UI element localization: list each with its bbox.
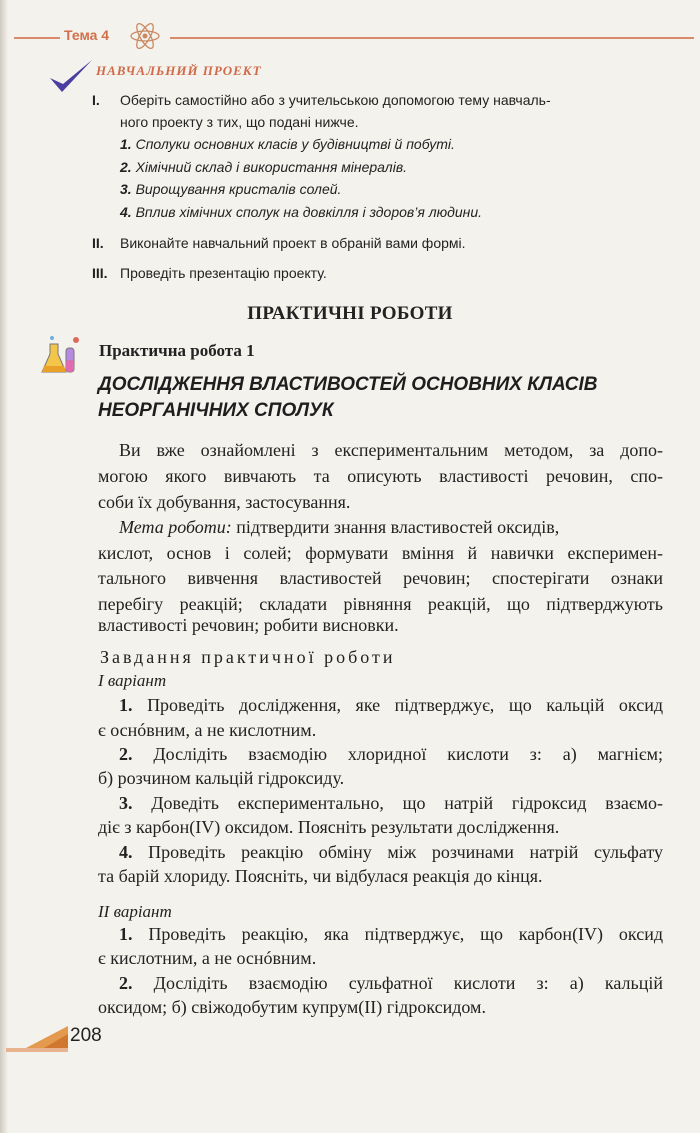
atom-icon	[128, 22, 162, 50]
task-line-continued: оксидом; б) свіжодобутим купрум(II) гідроксидом.	[98, 997, 486, 1017]
goal-first-text: підтвердити знання властивостей оксидів,	[231, 517, 560, 537]
task-line-continued: та барій хлориду. Поясніть, чи відбулася реакція до кінця.	[98, 866, 543, 886]
theme-label: Тема 4	[64, 27, 110, 43]
intro-line: Ви вже ознайомлені з експериментальним методом, за допо-	[119, 440, 663, 460]
task-number: 2.	[119, 744, 133, 764]
task-number: 1.	[119, 924, 133, 944]
goal-label: Мета роботи:	[119, 517, 232, 537]
topic-item	[120, 156, 407, 178]
task-line-continued: б) розчином кальцій гідроксиду.	[98, 768, 345, 788]
task-number: 2.	[119, 973, 133, 993]
goal-line: перебігу реакцій; складати рівняння реакцій, що підтверджують	[98, 594, 663, 614]
task-text: Доведіть експериментально, що натрій гідроксид взаємо-	[132, 793, 663, 813]
task-line	[119, 692, 663, 718]
project-item-1-line-1: Оберіть самостійно або з учительською допомогою тему навчаль-	[120, 92, 551, 108]
task-text: Проведіть реакцію обміну між розчинами натрій сульфату	[132, 842, 663, 862]
topic-number: 4.	[120, 204, 132, 220]
topic-text: Хімічний склад і використання мінералів.	[135, 159, 408, 175]
task-line	[119, 741, 663, 767]
tasks-heading: Завдання практичної роботи	[100, 647, 396, 667]
header-rule	[170, 37, 694, 39]
section-heading: ПРАКТИЧНІ РОБОТИ	[247, 303, 453, 324]
task-line	[119, 839, 663, 865]
topic-text: Вплив хімічних сполук на довкілля і здоров’я людини.	[135, 204, 483, 220]
project-item-3: Проведіть презентацію проекту.	[120, 265, 327, 281]
task-text: Дослідіть взаємодію сульфатної кислоти з: а) кальцій	[132, 973, 663, 993]
topic-item	[120, 178, 341, 200]
task-line	[119, 921, 663, 947]
task-line-continued: є оснóвним, а не кислотним.	[98, 720, 317, 740]
practical-work-title-line-1: ДОСЛІДЖЕННЯ ВЛАСТИВОСТЕЙ ОСНОВНИХ КЛАСІВ	[98, 374, 598, 395]
page-corner-decoration	[6, 1022, 68, 1052]
goal-line: властивості речовин; робити висновки.	[98, 615, 399, 635]
numeral-iii: III.	[92, 265, 108, 281]
variant-1-label: І варіант	[98, 671, 167, 690]
project-title: НАВЧАЛЬНИЙ ПРОЕКТ	[96, 63, 262, 78]
practical-work-title-line-2: НЕОРГАНІЧНИХ СПОЛУК	[98, 400, 334, 421]
practical-work-label: Практична робота 1	[99, 341, 255, 360]
topic-number: 2.	[120, 159, 132, 175]
topic-number: 1.	[120, 136, 132, 152]
task-line	[119, 970, 663, 996]
topic-text: Вирощування кристалів солей.	[135, 181, 342, 197]
task-line-continued: діє з карбон(IV) оксидом. Поясніть результати дослідження.	[98, 817, 560, 837]
task-number: 1.	[119, 695, 133, 715]
intro-line: соби їх добування, застосування.	[98, 492, 351, 512]
topic-number: 3.	[120, 181, 132, 197]
task-number: 4.	[119, 842, 133, 862]
intro-line: могою якого вивчають та описують властивості речовин, спо-	[98, 466, 663, 486]
header-rule-left	[14, 37, 60, 39]
task-text: Дослідіть взаємодію хлоридної кислоти з: а) магнієм;	[132, 744, 663, 764]
goal-line: тального вивчення властивостей речовин; спостерігати ознаки	[98, 568, 663, 588]
task-text: Проведіть реакцію, яка підтверджує, що карбон(IV) оксид	[132, 924, 663, 944]
numeral-i: I.	[92, 92, 100, 108]
checkmark-icon	[48, 58, 94, 98]
topic-item	[120, 201, 482, 223]
task-line-continued: є кислотним, а не оснóвним.	[98, 948, 317, 968]
task-text: Проведіть дослідження, яке підтверджує, що кальцій оксид	[132, 695, 663, 715]
topic-item	[120, 133, 455, 155]
page-edge-shadow	[0, 0, 8, 1133]
numeral-ii: II.	[92, 235, 104, 251]
flask-icon	[38, 334, 86, 378]
topic-text: Сполуки основних класів у будівництві й побуті.	[135, 136, 455, 152]
variant-2-label: II варіант	[98, 902, 172, 921]
task-line	[119, 790, 663, 816]
project-item-2: Виконайте навчальний проект в обраній вами формі.	[120, 235, 466, 251]
goal-first-line	[119, 514, 559, 540]
page-number: 208	[70, 1025, 102, 1046]
task-number: 3.	[119, 793, 133, 813]
project-item-1-line-2: ного проекту з тих, що подані нижче.	[120, 114, 359, 130]
goal-line: кислот, основ і солей; формувати вміння й навички експеримен-	[98, 543, 663, 563]
